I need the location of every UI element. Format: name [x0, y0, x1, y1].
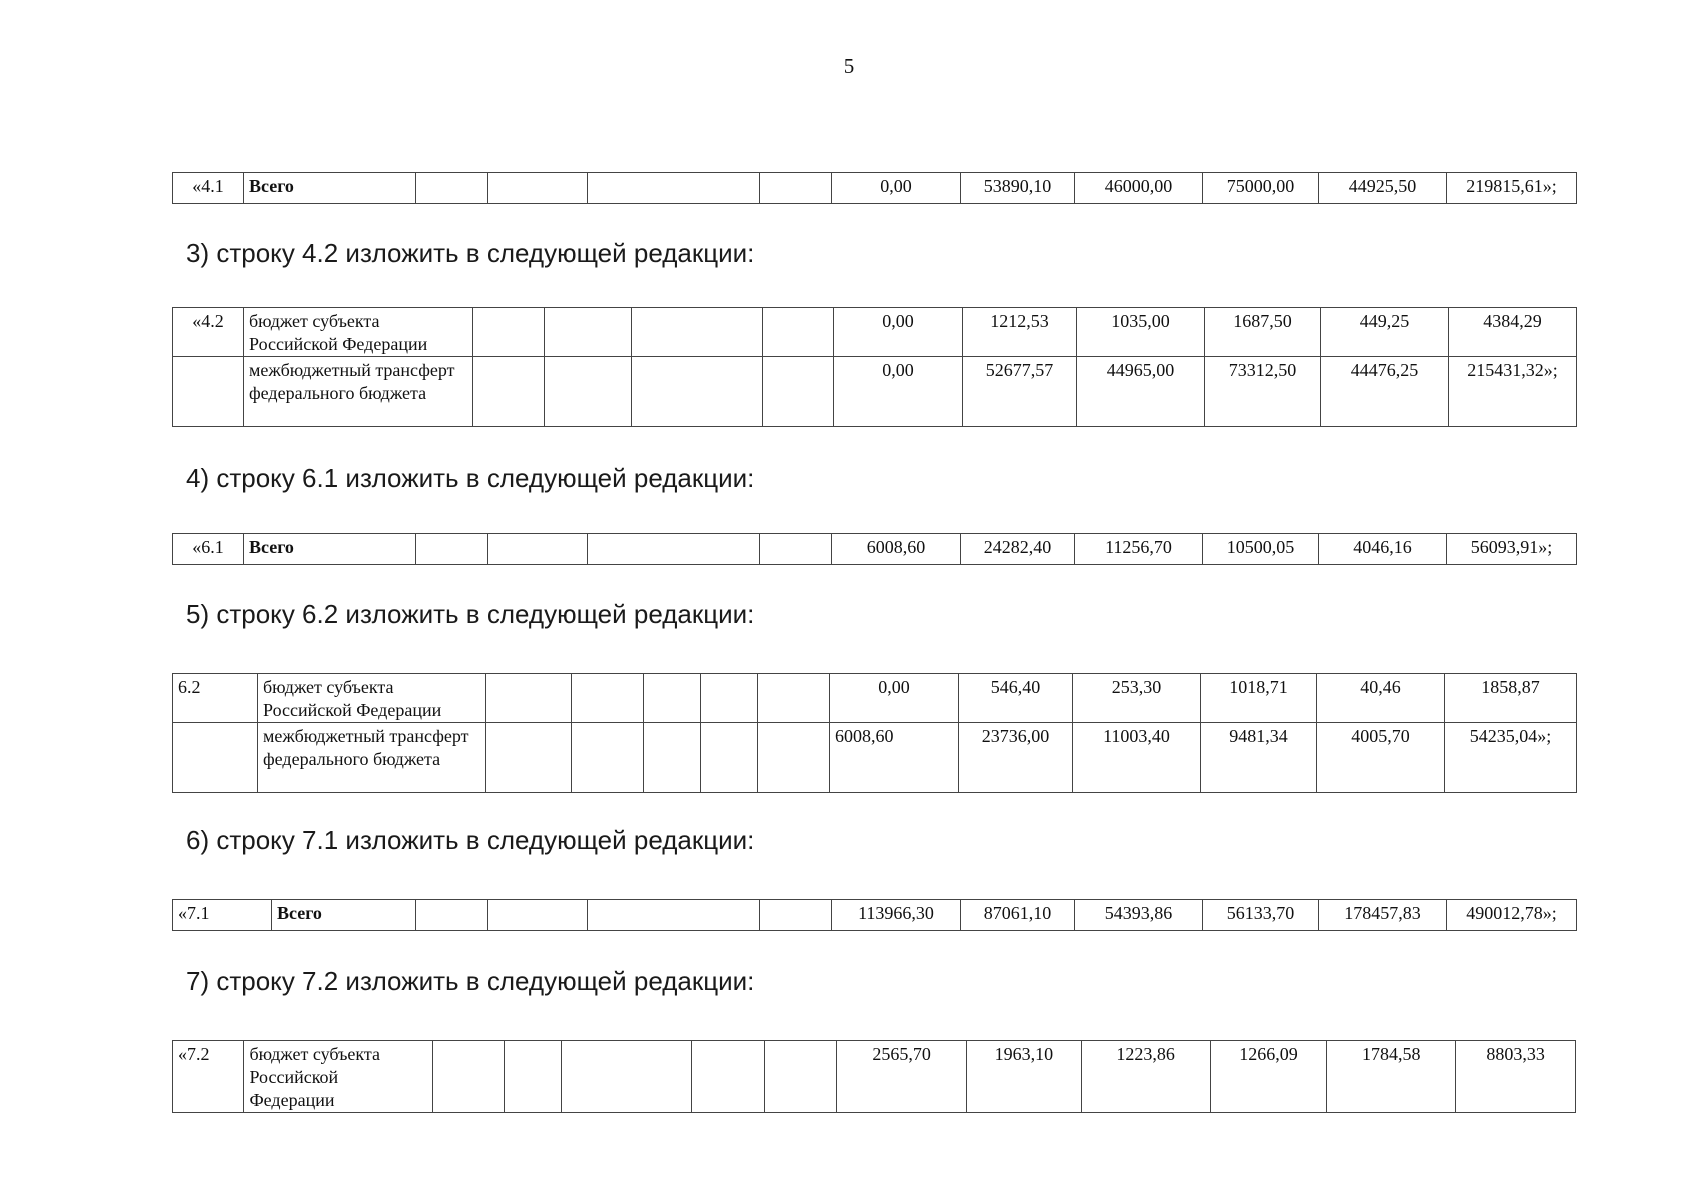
value-cell: 113966,30: [832, 900, 961, 931]
value-cell: 1784,58: [1327, 1041, 1456, 1113]
table-row-7-1: [172, 899, 1577, 931]
table-row: [173, 900, 1577, 931]
row-code: «7.1: [173, 900, 272, 931]
value-cell: 1035,00: [1077, 308, 1205, 357]
table-row: [173, 357, 1577, 427]
empty-cell: [488, 534, 588, 565]
value-cell: 490012,78»;: [1447, 900, 1577, 931]
row-code: «4.1: [173, 173, 244, 204]
table-row: [173, 674, 1577, 723]
value-cell: 1266,09: [1210, 1041, 1327, 1113]
table-row: [173, 534, 1577, 565]
value-cell: 54235,04»;: [1445, 723, 1577, 793]
value-cell: 44476,25: [1321, 357, 1449, 427]
value-cell: 219815,61»;: [1447, 173, 1577, 204]
empty-cell: [416, 173, 488, 204]
empty-cell: [473, 357, 545, 427]
empty-cell: [416, 900, 488, 931]
empty-cell: [644, 674, 701, 723]
value-cell: 6008,60: [830, 723, 959, 793]
value-cell: 253,30: [1073, 674, 1201, 723]
empty-cell: [416, 534, 488, 565]
empty-cell: [763, 308, 834, 357]
value-cell: 11256,70: [1075, 534, 1203, 565]
empty-cell: [692, 1041, 764, 1113]
table-row: [173, 173, 1577, 204]
value-cell: 4046,16: [1319, 534, 1447, 565]
value-cell: 73312,50: [1205, 357, 1321, 427]
empty-cell: [758, 723, 830, 793]
row-label: Всего: [244, 173, 416, 204]
value-cell: 1018,71: [1201, 674, 1317, 723]
value-cell: 40,46: [1317, 674, 1445, 723]
empty-cell: [701, 723, 758, 793]
value-cell: 9481,34: [1201, 723, 1317, 793]
value-cell: 215431,32»;: [1449, 357, 1577, 427]
value-cell: 44965,00: [1077, 357, 1205, 427]
instruction-3: 3) строку 4.2 изложить в следующей редакции:: [186, 238, 755, 268]
instruction-6: 6) строку 7.1 изложить в следующей редакции:: [186, 825, 755, 855]
empty-cell: [588, 900, 760, 931]
instruction-7: 7) строку 7.2 изложить в следующей редакции:: [186, 966, 755, 996]
value-cell: 0,00: [834, 308, 963, 357]
empty-cell: [572, 674, 644, 723]
table-row-4-1: [172, 172, 1577, 204]
empty-cell: [432, 1041, 504, 1113]
value-cell: 4005,70: [1317, 723, 1445, 793]
empty-cell: [505, 1041, 562, 1113]
empty-cell: [488, 900, 588, 931]
table-row: [173, 1041, 1576, 1113]
table-row-6-1: [172, 533, 1577, 565]
empty-cell: [644, 723, 701, 793]
row-label: межбюджетный трансферт федерального бюджета: [244, 357, 473, 427]
value-cell: 449,25: [1321, 308, 1449, 357]
value-cell: 11003,40: [1073, 723, 1201, 793]
value-cell: 0,00: [832, 173, 961, 204]
row-label: Всего: [272, 900, 416, 931]
row-code: «7.2: [173, 1041, 244, 1113]
row-label: бюджет субъекта Российской Федерации: [244, 1041, 432, 1113]
value-cell: 75000,00: [1203, 173, 1319, 204]
table-row-7-2: [172, 1040, 1576, 1113]
table-row: [173, 723, 1577, 793]
table-row-4-2: [172, 307, 1577, 427]
value-cell: 0,00: [834, 357, 963, 427]
empty-cell: [545, 357, 632, 427]
value-cell: 0,00: [830, 674, 959, 723]
row-label: бюджет субъекта Российской Федерации: [244, 308, 473, 357]
empty-cell: [588, 173, 760, 204]
value-cell: 10500,05: [1203, 534, 1319, 565]
empty-cell: [758, 674, 830, 723]
empty-cell: [632, 308, 763, 357]
row-code: [173, 723, 258, 793]
empty-cell: [632, 357, 763, 427]
instruction-4: 4) строку 6.1 изложить в следующей редакции:: [186, 463, 755, 493]
empty-cell: [473, 308, 545, 357]
empty-cell: [488, 173, 588, 204]
empty-cell: [763, 357, 834, 427]
value-cell: 2565,70: [837, 1041, 967, 1113]
value-cell: 8803,33: [1456, 1041, 1576, 1113]
row-code: «4.2: [173, 308, 244, 357]
value-cell: 1687,50: [1205, 308, 1321, 357]
empty-cell: [760, 534, 832, 565]
row-code: «6.1: [173, 534, 244, 565]
value-cell: 52677,57: [963, 357, 1077, 427]
value-cell: 1212,53: [963, 308, 1077, 357]
empty-cell: [701, 674, 758, 723]
empty-cell: [764, 1041, 836, 1113]
value-cell: 24282,40: [961, 534, 1075, 565]
row-label: межбюджетный трансферт федерального бюджета: [258, 723, 486, 793]
value-cell: 56093,91»;: [1447, 534, 1577, 565]
empty-cell: [760, 173, 832, 204]
empty-cell: [760, 900, 832, 931]
value-cell: 23736,00: [959, 723, 1073, 793]
value-cell: 56133,70: [1203, 900, 1319, 931]
table-row-6-2: [172, 673, 1577, 793]
row-code: [173, 357, 244, 427]
value-cell: 44925,50: [1319, 173, 1447, 204]
empty-cell: [562, 1041, 692, 1113]
value-cell: 4384,29: [1449, 308, 1577, 357]
empty-cell: [545, 308, 632, 357]
value-cell: 1963,10: [967, 1041, 1082, 1113]
value-cell: 46000,00: [1075, 173, 1203, 204]
value-cell: 6008,60: [832, 534, 961, 565]
instruction-5: 5) строку 6.2 изложить в следующей редакции:: [186, 599, 755, 629]
empty-cell: [588, 534, 760, 565]
value-cell: 1858,87: [1445, 674, 1577, 723]
value-cell: 546,40: [959, 674, 1073, 723]
value-cell: 1223,86: [1081, 1041, 1210, 1113]
row-code: 6.2: [173, 674, 258, 723]
value-cell: 178457,83: [1319, 900, 1447, 931]
page-number: 5: [843, 54, 855, 78]
value-cell: 54393,86: [1075, 900, 1203, 931]
empty-cell: [486, 723, 572, 793]
value-cell: 53890,10: [961, 173, 1075, 204]
row-label: бюджет субъекта Российской Федерации: [258, 674, 486, 723]
value-cell: 87061,10: [961, 900, 1075, 931]
row-label: Всего: [244, 534, 416, 565]
table-row: [173, 308, 1577, 357]
empty-cell: [486, 674, 572, 723]
empty-cell: [572, 723, 644, 793]
